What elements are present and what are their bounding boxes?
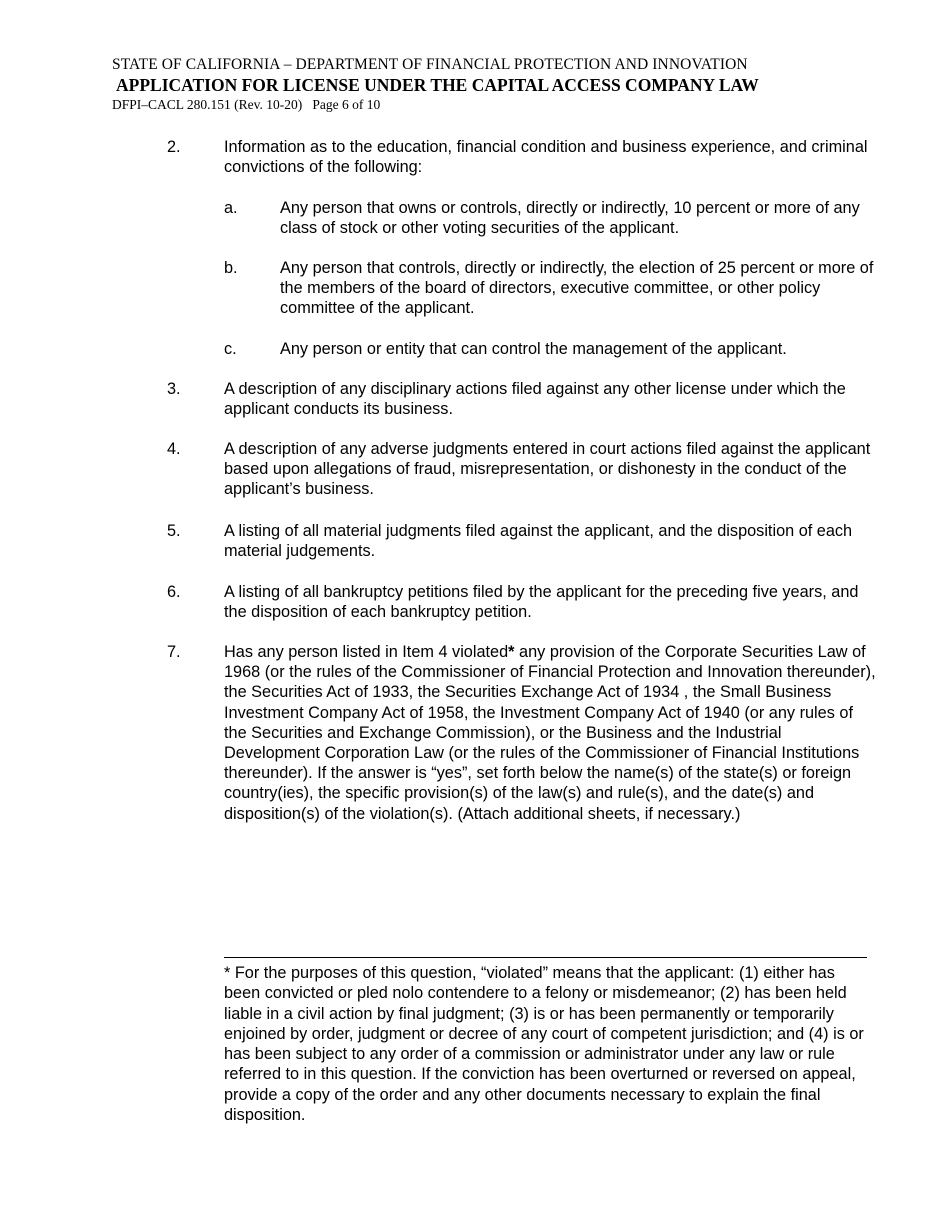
- item-text: A listing of all bankruptcy petitions filed by the applicant for the preceding five years, and the disposition of each bankruptcy petition.: [224, 583, 859, 622]
- item-number: 5.: [167, 522, 181, 540]
- item-number: 2.: [167, 138, 181, 156]
- agency-title: STATE OF CALIFORNIA – DEPARTMENT OF FINANCIAL PROTECTION AND INNOVATION: [112, 56, 748, 73]
- item-letter: b.: [224, 259, 238, 277]
- form-title: APPLICATION FOR LICENSE UNDER THE CAPITAL ACCESS COMPANY LAW: [116, 75, 759, 95]
- list-item-5: [167, 521, 877, 561]
- item-text: A description of any adverse judgments entered in court actions filed against the applicant based upon allegations of fraud, misrepresentation, or dishonesty in the conduct of the applicant’s business.: [224, 440, 871, 499]
- item-text: [224, 642, 877, 824]
- item-text: Any person or entity that can control the management of the applicant.: [280, 340, 787, 358]
- list-item-2a: [224, 198, 879, 238]
- list-item-2: [167, 137, 877, 177]
- footnote-divider: [224, 957, 867, 958]
- item-letter: c.: [224, 340, 237, 358]
- item-text-before: Has any person listed in Item 4 violated: [224, 643, 509, 661]
- item-number: 3.: [167, 380, 181, 398]
- item-text: Any person that controls, directly or indirectly, the election of 25 percent or more of the members of the board of directors, executive committee, or other policy committee of the applicant.: [280, 259, 874, 318]
- item-text: A description of any disciplinary actions filed against any other license under which the applicant conducts its business.: [224, 380, 846, 419]
- item-number: 4.: [167, 440, 181, 458]
- item-number: 6.: [167, 583, 181, 601]
- item-text-after: any provision of the Corporate Securities Law of 1968 (or the rules of the Commissioner of Financial Protection and Innovation thereunder), the Securities Act of 1933, the Securities Exchange Act of 1934 , the Small Business Investment Company Act of 1958, the Investment Company Act of 1940 (or any rules of the Securities and Exchange Commission), or the Business and the Industrial Development Corporation Law (or the rules of the Commissioner of Financial Institutions thereunder). If the answer is “yes”, set forth below the name(s) of the state(s) or foreign country(ies), the specific provision(s) of the law(s) and rule(s), and the date(s) and disposition(s) of the violation(s). (Attach additional sheets, if necessary.): [224, 643, 876, 823]
- footnote-asterisk: *: [508, 643, 515, 661]
- page-number: Page 6 of 10: [312, 97, 381, 112]
- footnote: * For the purposes of this question, “violated” means that the applicant: (1) either has been convicted or pled nolo contendere to a felony or misdemeanor; (2) has been held liable in a civil action by final judgment; (3) is or has been permanently or temporarily enjoined by order, judgment or decree of any court of competent jurisdiction; and (4) is or has been subject to any order of a commission or administrator under any law or rule referred to in this question. If the conviction has been overturned or reversed on appeal, provide a copy of the order and any other documents necessary to explain the final disposition.: [224, 964, 864, 1125]
- list-item-4: [167, 439, 877, 500]
- list-item-2c: [224, 339, 879, 359]
- item-text: Information as to the education, financial condition and business experience, and criminal convictions of the following:: [224, 138, 868, 177]
- item-text: Any person that owns or controls, directly or indirectly, 10 percent or more of any class of stock or other voting securities of the applicant.: [280, 199, 860, 238]
- form-id: DFPI–CACL 280.151 (Rev. 10-20): [112, 97, 303, 112]
- form-id-line: [112, 96, 912, 114]
- page-header: [112, 55, 912, 114]
- list-item-2b: [224, 258, 879, 319]
- item-letter: a.: [224, 199, 238, 217]
- item-number: 7.: [167, 643, 181, 661]
- list-item-3: [167, 379, 877, 419]
- list-item-7: [167, 642, 877, 824]
- item-text: A listing of all material judgments filed against the applicant, and the disposition of each material judgements.: [224, 522, 853, 561]
- list-item-6: [167, 582, 877, 622]
